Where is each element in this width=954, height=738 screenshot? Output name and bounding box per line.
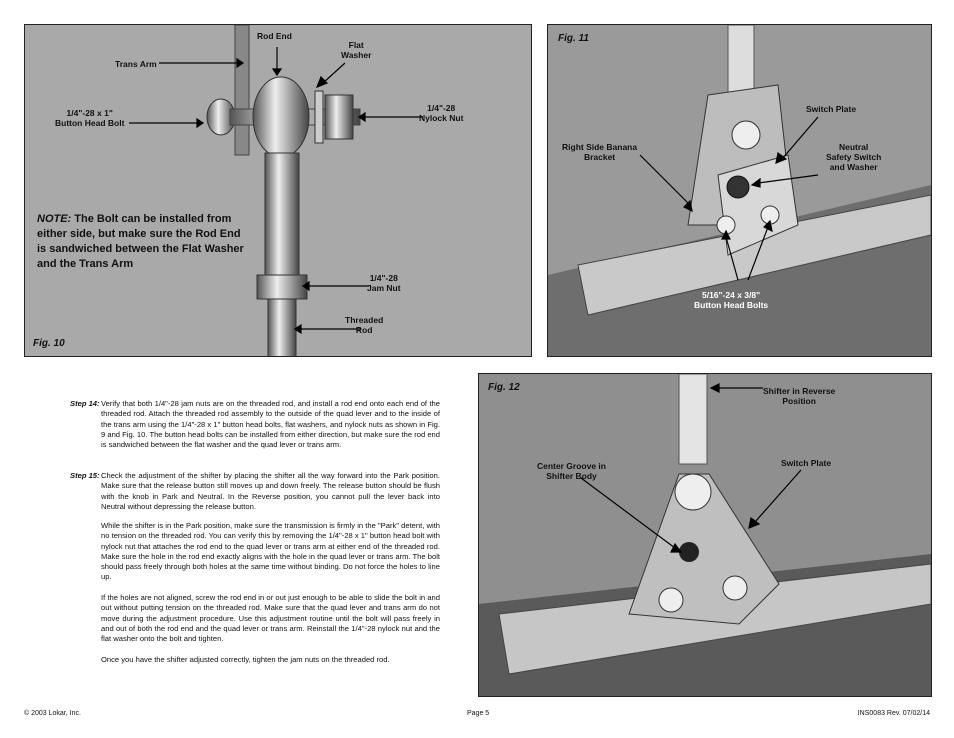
fig12-illustration bbox=[479, 374, 931, 696]
footer-doc-number: INS0083 Rev. 07/02/14 bbox=[857, 710, 930, 717]
label-switch-plate-fig12: Switch Plate bbox=[781, 458, 832, 468]
fig11-photo bbox=[547, 24, 932, 357]
paragraph-final: Once you have the shifter adjusted correctly, tighten the jam nuts on the threaded rod. bbox=[101, 655, 390, 664]
label-shifter-reverse: Shifter in Reverse Position bbox=[763, 386, 836, 406]
fig12-label: Fig. 12 bbox=[488, 382, 520, 393]
fig10-photo bbox=[24, 24, 532, 357]
label-center-groove: Center Groove in Shifter Body bbox=[537, 461, 606, 481]
step15-label: Step 15: bbox=[70, 471, 100, 480]
label-button-head-bolt: 1/4"-28 x 1" Button Head Bolt bbox=[55, 108, 125, 128]
label-nylock-nut: 1/4"-28 Nylock Nut bbox=[419, 103, 464, 123]
fig11-label: Fig. 11 bbox=[558, 33, 589, 44]
footer-page-number: Page 5 bbox=[467, 710, 490, 717]
label-threaded-rod: Threaded Rod bbox=[345, 315, 384, 335]
label-switch-plate-fig11: Switch Plate bbox=[806, 104, 857, 114]
step-15 bbox=[70, 471, 440, 512]
label-neutral-switch: Neutral Safety Switch and Washer bbox=[826, 142, 882, 172]
step-14 bbox=[70, 399, 440, 450]
label-rod-end: Rod End bbox=[257, 31, 292, 41]
footer-copyright: © 2003 Lokar, Inc. bbox=[24, 710, 81, 717]
label-flat-washer: Flat Washer bbox=[341, 40, 372, 60]
fig12-photo bbox=[478, 373, 932, 697]
label-banana-bracket: Right Side Banana Bracket bbox=[562, 142, 638, 162]
fig10-illustration bbox=[25, 25, 531, 356]
step14-label: Step 14: bbox=[70, 399, 100, 408]
note-title: NOTE: bbox=[37, 213, 72, 225]
step15-text: Check the adjustment of the shifter by placing the shifter all the way forward into the Park position. Make sure that the release button still moves up and down freely. The release button should be flush with the knob in Park and Neutral. In the Reverse position, you cannot pull the lever back into Neutral without depressing the release button. bbox=[101, 471, 440, 511]
paragraph-park: While the shifter is in the Park position, make sure the transmission is firmly in the "Park" detent, with no tension on the threaded rod. You can verify this by removing the 1/4"-28 x 1" button head bolt with nylock nut that attaches the rod end to the quad lever or trans arm at either end of the threaded rod. Make sure the hole in the rod end exactly aligns with the hole in the quad lever or trans arm. The bolt should pass freely through both holes at the same time without binding. Do not force the holes to line up. bbox=[101, 521, 440, 582]
label-trans-arm: Trans Arm bbox=[115, 59, 157, 69]
note-text: The Bolt can be installed from either side, but make sure the Rod End is sandwiched between the Flat Washer and the Trans Arm bbox=[37, 213, 244, 270]
label-jam-nut: 1/4"-28 Jam Nut bbox=[367, 273, 401, 293]
fig10-label: Fig. 10 bbox=[33, 338, 65, 349]
paragraph-alignment: If the holes are not aligned, screw the rod end in or out just enough to be able to slide the bolt in and out without putting tension on the threaded rod. Make sure that the quad lever and trans arm do not move during the adjustment procedure. Use this adjustment routine until the bolt will pass freely in and out of both the rod end and the quad lever or trans arm. Reinstall the 1/4"-28 nylock nut and the flat washer onto the bolt and tighten. bbox=[101, 593, 440, 644]
fig10-note bbox=[37, 212, 247, 272]
label-button-head-bolts: 5/16"-24 x 3/8" Button Head Bolts bbox=[694, 290, 769, 310]
step14-text: Verify that both 1/4"-28 jam nuts are on the threaded rod, and install a rod end onto each end of the threaded rod. Attach the threaded rod assembly to the outside of the quad lever and to the inside of the trans arm using the 1/4"-28 x 1" button head bolts, flat washers, and nylock nuts as shown in Fig. 9 and Fig. 10. The button head bolts can be installed from either direction, but make sure the rod end is sandwiched between the flat washer and the quad lever or trans arm. bbox=[101, 399, 440, 450]
